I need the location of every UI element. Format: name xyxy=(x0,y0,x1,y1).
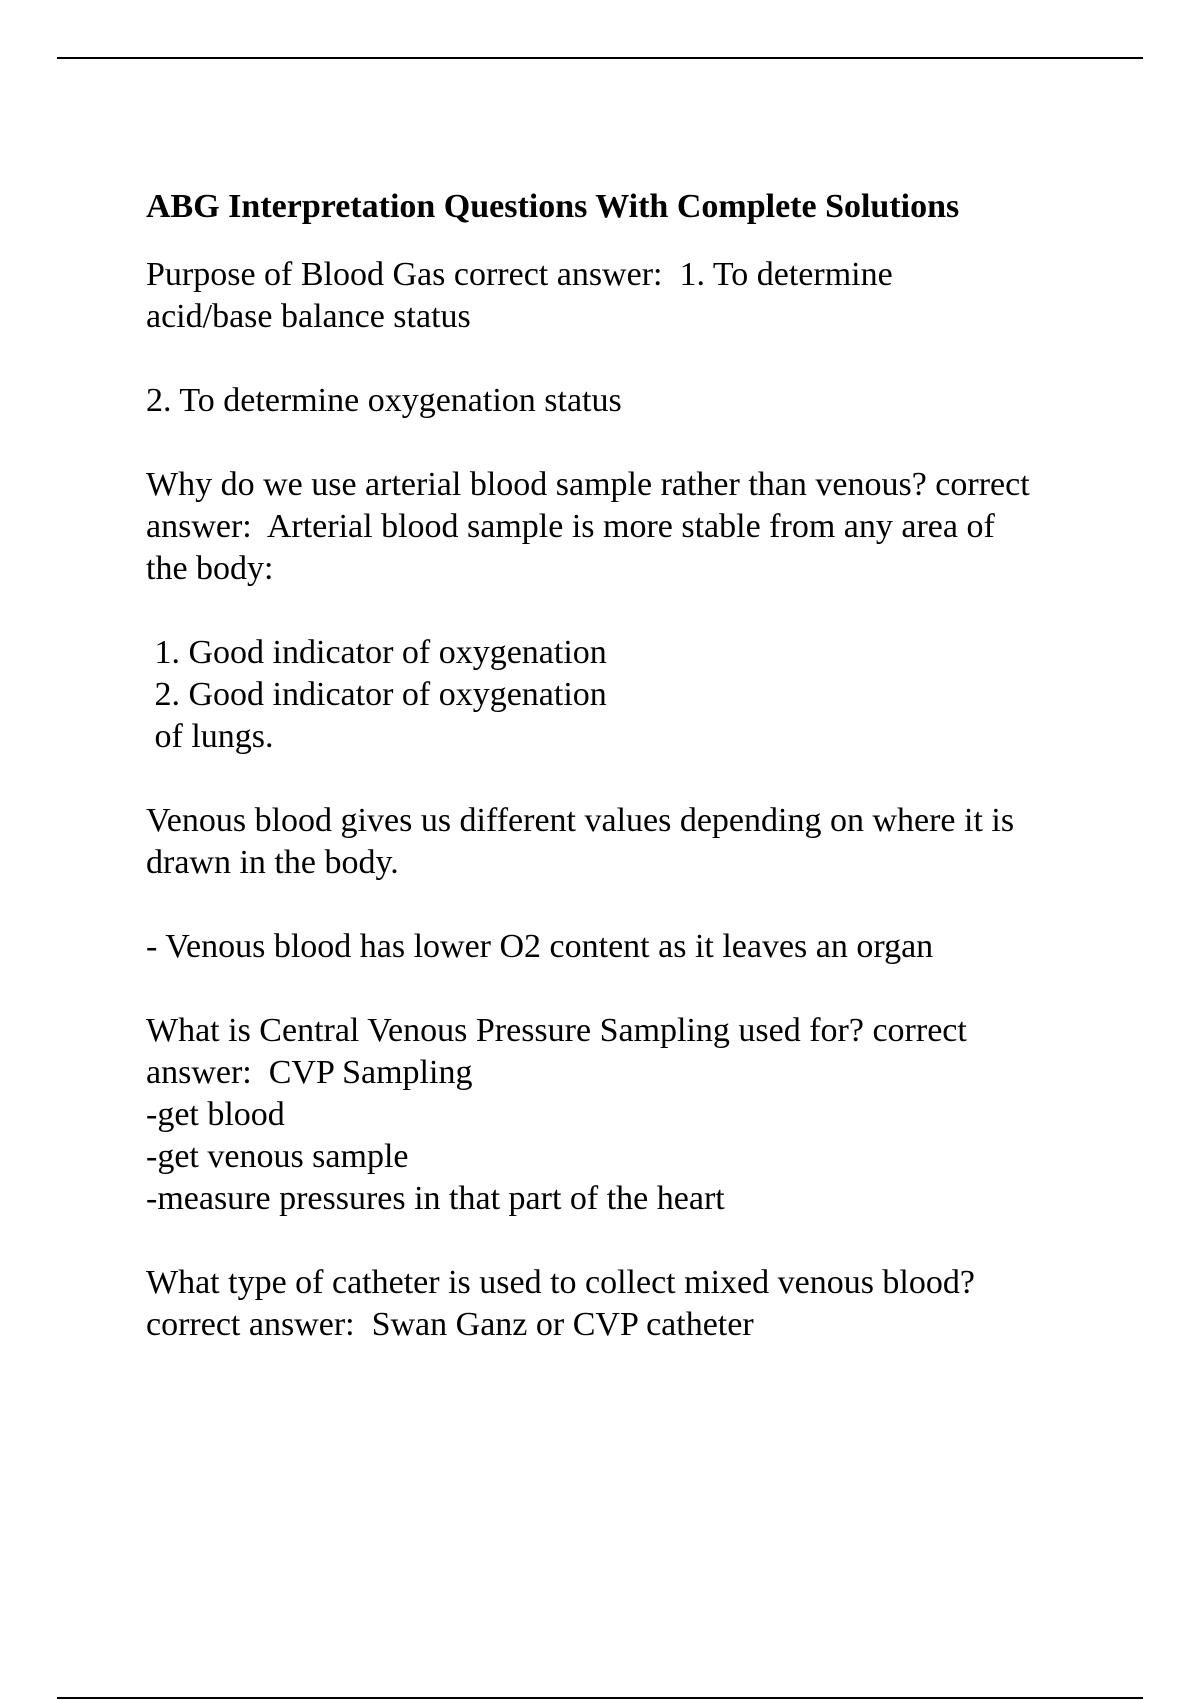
list-item: of lungs. xyxy=(146,718,274,755)
list-item: -measure pressures in that part of the heart xyxy=(146,1180,725,1217)
list-item: -get venous sample xyxy=(146,1138,409,1175)
qa-block-cvp-sampling xyxy=(146,1010,1106,1220)
text-line: drawn in the body. xyxy=(146,844,399,881)
qa-block-indicator-list xyxy=(146,632,1106,758)
text-line: What type of catheter is used to collect mixed venous blood? xyxy=(146,1264,975,1301)
qa-block-catheter-type xyxy=(146,1262,1106,1346)
list-item: 2. Good indicator of oxygenation xyxy=(146,676,607,713)
qa-block-blood-gas-purpose xyxy=(146,254,1106,338)
text-line: Why do we use arterial blood sample rather than venous? correct xyxy=(146,466,1030,503)
document-title: ABG Interpretation Questions With Complete Solutions xyxy=(146,188,960,225)
text-line: 2. To determine oxygenation status xyxy=(146,382,622,419)
qa-block-arterial-vs-venous xyxy=(146,464,1106,590)
text-line: acid/base balance status xyxy=(146,298,471,335)
text-line: Venous blood gives us different values depending on where it is xyxy=(146,802,1015,839)
qa-block-oxygenation-status xyxy=(146,380,1106,422)
text-line: answer: CVP Sampling xyxy=(146,1054,473,1091)
text-line: Purpose of Blood Gas correct answer: 1. To determine xyxy=(146,256,893,293)
text-line: correct answer: Swan Ganz or CVP catheter xyxy=(146,1306,754,1343)
text-line: the body: xyxy=(146,550,274,587)
text-line: answer: Arterial blood sample is more stable from any area of xyxy=(146,508,995,545)
text-line: What is Central Venous Pressure Sampling used for? correct xyxy=(146,1012,967,1049)
qa-block-venous-values xyxy=(146,800,1106,884)
list-item: 1. Good indicator of oxygenation xyxy=(146,634,607,671)
header-rule xyxy=(57,57,1143,59)
document-body xyxy=(146,186,1106,1346)
list-item: -get blood xyxy=(146,1096,285,1133)
qa-block-venous-o2 xyxy=(146,926,1106,968)
text-line: - Venous blood has lower O2 content as it leaves an organ xyxy=(146,928,934,965)
footer-rule xyxy=(57,1697,1143,1699)
